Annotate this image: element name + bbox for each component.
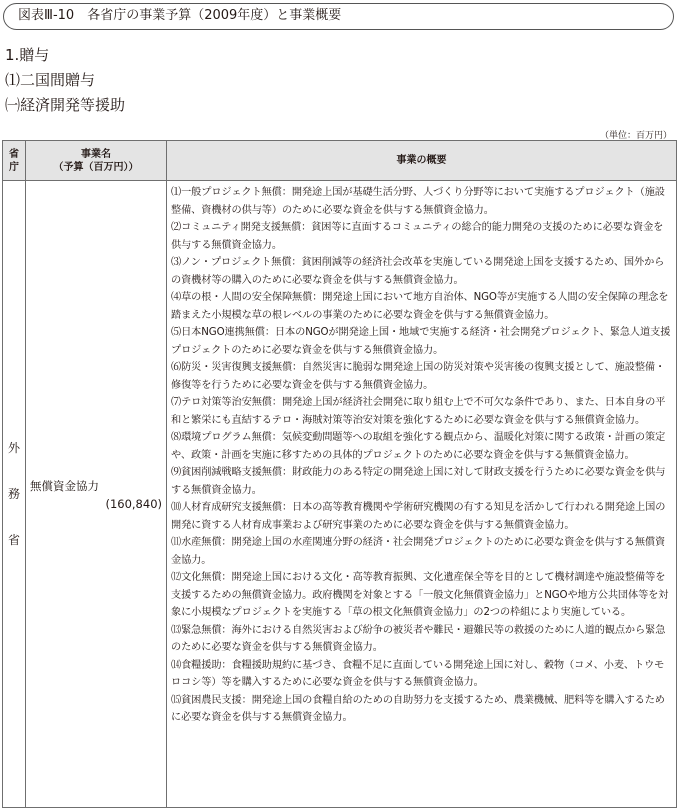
ministry-char: 省 [7, 533, 20, 547]
ministry-char: 外 [7, 441, 20, 455]
header-project: 事業名 （予算（百万円）） [26, 141, 167, 181]
section-heading-grant: 1.贈与 [5, 46, 50, 64]
list-item: ⒂貧困農民支援：開発途上国の食糧自給のための自助努力を支援するため、農業機械、肥料等を購入するために必要な資金を供与する無償資金協力。 [171, 694, 665, 723]
project-name: 無償資金協力 [30, 478, 99, 493]
list-item: ⑸日本NGO連携無償：日本のNGOが開発途上国・地域で実施する経済・社会開発プロジェクト、緊急人道支援プロジェクトのために必要な資金を供与する無償資金協力。 [171, 327, 671, 356]
list-item: ⑻環境プログラム無償：気候変動問題等への取組を強化する観点から、温暖化対策に関する政策・計画の策定や、政策・計画を実施に移すための具体的プロジェクトのために必要な資金を供与する無償資金協力。 [171, 432, 666, 461]
list-item: ⑾水産無償：開発途上国の水産関連分野の経済・社会開発プロジェクトのために必要な資金を供与する無償資金協力。 [171, 537, 666, 566]
ministry-char: 務 [7, 487, 20, 501]
project-cell [26, 181, 167, 808]
list-item: ⑴一般プロジェクト無償：開発途上国が基礎生活分野、人づくり分野等において実施するプロジェクト（施設整備、資機材の供与等）のために必要な資金を供与する無償資金協力。 [171, 187, 665, 216]
list-item: ⑶ノン・プロジェクト無償：貧困削減等の経済社会改革を実施している開発途上国を支援するため、国外からの資機材等の購入のために必要な資金を供与する無償資金協力。 [171, 257, 665, 286]
header-overview: 事業の概要 [167, 141, 677, 181]
list-item: ⑺テロ対策等治安無償：開発途上国が経済社会開発に取り組む上で不可欠な条件であり、また、日本自身の平和と繁栄にも直結するテロ・海賊対策等治安対策を強化するために必要な資金を供与する無償資金協力。 [171, 397, 666, 426]
list-item: ⑽人材育成研究支援無償：日本の高等教育機関や学術研究機関の有する知見を活かして行われる開発途上国の開発に資する人材育成事業および研究事業のために必要な資金を供与する無償資金協力。 [171, 502, 666, 531]
ministry-cell [3, 181, 26, 808]
list-item: ⒁食糧援助：食糧援助規約に基づき、食糧不足に直面している開発途上国に対し、穀物（コメ、小麦、トウモロコシ等）等を購入するために必要な資金を供与する無償資金協力。 [171, 659, 665, 688]
list-item: ⑷草の根・人間の安全保障無償：開発途上国において地方自治体、NGO等が実施する人間の安全保障の理念を踏まえた小規模な草の根レベルの事業のために必要な資金を供与する無償資金協力。 [171, 292, 669, 321]
list-item: ⑿文化無償：開発途上国における文化・高等教育振興、文化遺産保全等を目的として機材調達や施設整備等を支援するための無償資金協力。政府機関を対象とする「一般文化無償資金協力」とNGOや地方公共団体等を対象に小規模なプロジェクトを実施する「草の根文化無償資金協力」の2つの枠組により実施している。 [171, 572, 669, 618]
budget-table [2, 140, 677, 808]
table-row [3, 181, 677, 808]
list-item: ⒀緊急無償：海外における自然災害および紛争の被災者や難民・避難民等の救援のために人道的観点から緊急のために必要な資金を供与する無償資金協力。 [171, 624, 666, 653]
table-header-row [3, 141, 677, 181]
overview-cell [167, 181, 677, 808]
project-budget: (160,840) [105, 496, 162, 511]
header-ministry: 省庁 [3, 141, 26, 181]
list-item: ⑹防災・災害復興支援無償：自然災害に脆弱な開発途上国の防災対策や災害後の復興支援として、施設整備・修復等を行うために必要な資金を供与する無償資金協力。 [171, 362, 666, 391]
list-item: ⑼貧困削減戦略支援無償：財政能力のある特定の開発途上国に対して財政支援を行うために必要な資金を供与する無償資金協力。 [171, 467, 666, 496]
figure-title: 図表Ⅲ-10 各省庁の事業予算（2009年度）と事業概要 [3, 3, 674, 30]
section-heading-bilateral: ⑴二国間贈与 [5, 71, 96, 89]
section-heading-economic: ㈠経済開発等援助 [5, 96, 126, 114]
list-item: ⑵コミュニティ開発支援無償：貧困等に直面するコミュニティの総合的能力開発の支援のために必要な資金を供与する無償資金協力。 [171, 222, 664, 251]
unit-note: （単位：百万円） [599, 131, 672, 141]
